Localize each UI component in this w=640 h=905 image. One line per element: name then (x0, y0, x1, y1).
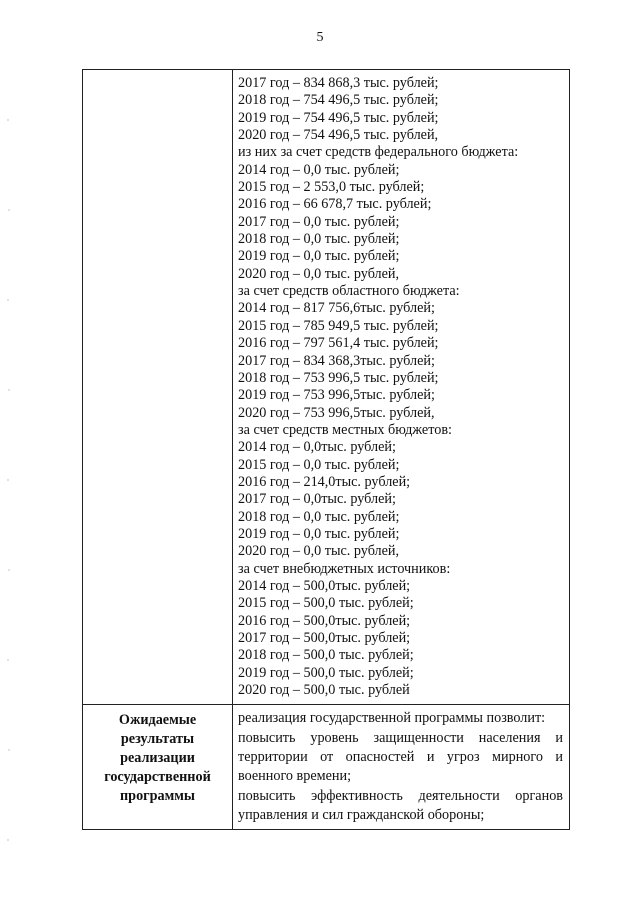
funding-line: 2020 год – 753 996,5тыс. рублей, (238, 404, 435, 421)
results-list (233, 705, 569, 829)
funding-line: 2014 год – 0,0 тыс. рублей; (238, 161, 400, 178)
funding-line: 2014 год – 500,0тыс. рублей; (238, 577, 411, 594)
funding-line: 2020 год – 0,0 тыс. рублей, (238, 265, 400, 282)
funding-line: 2019 год – 0,0 тыс. рублей; (238, 525, 400, 542)
funding-line: 2016 год – 500,0тыс. рублей; (238, 612, 411, 629)
funding-line: 2017 год – 0,0тыс. рублей; (238, 491, 396, 508)
funding-line: 2015 год – 0,0 тыс. рублей; (238, 456, 400, 473)
funding-line: 2019 год – 753 996,5тыс. рублей; (238, 387, 435, 404)
funding-cell (233, 70, 570, 705)
funding-line: 2017 год – 834 868,3 тыс. рублей; (238, 75, 439, 91)
funding-line: 2020 год – 0,0 тыс. рублей, (238, 543, 400, 560)
funding-line: за счет внебюджетных источников: (238, 560, 451, 577)
funding-line: 2017 год – 500,0тыс. рублей; (238, 630, 411, 646)
funding-line: 2014 год – 817 756,6тыс. рублей; (238, 300, 435, 317)
funding-line: за счет средств областного бюджета: (238, 283, 460, 300)
table-row-funding (83, 70, 570, 705)
funding-line: из них за счет средств федерального бюджета: (238, 144, 519, 161)
funding-line: 2019 год – 754 496,5 тыс. рублей; (238, 109, 439, 126)
funding-line: 2018 год – 754 496,5 тыс. рублей; (238, 92, 439, 109)
left-margin-marks (5, 0, 15, 905)
page-number: 5 (316, 30, 324, 45)
funding-line: 2016 год – 66 678,7 тыс. рублей; (238, 196, 432, 213)
results-cell (233, 705, 570, 830)
funding-line: 2017 год – 0,0 тыс. рублей; (238, 213, 400, 230)
funding-line: 2018 год – 500,0 тыс. рублей; (238, 647, 414, 664)
funding-line: 2016 год – 214,0тыс. рублей; (238, 473, 411, 490)
funding-line: 2015 год – 2 553,0 тыс. рублей; (238, 179, 425, 196)
funding-line: 2020 год – 754 496,5 тыс. рублей, (238, 127, 439, 144)
results-item: реализация государственной программы позволит: (238, 710, 546, 727)
funding-line: 2017 год – 834 368,3тыс. рублей; (238, 352, 435, 369)
funding-line: 2015 год – 785 949,5 тыс. рублей; (238, 317, 439, 334)
funding-line: 2018 год – 753 996,5 тыс. рублей; (238, 369, 439, 386)
funding-line: 2019 год – 0,0 тыс. рублей; (238, 248, 400, 265)
table-row-results (83, 705, 570, 830)
funding-line: 2020 год – 500,0 тыс. рублей (238, 682, 410, 699)
funding-line: 2014 год – 0,0тыс. рублей; (238, 439, 396, 456)
results-heading-cell (83, 705, 233, 830)
results-item: повысить уровень защищенности населения и территории от опасностей и угроз мирного и военного времени; (238, 730, 563, 785)
funding-line: 2019 год – 500,0 тыс. рублей; (238, 664, 414, 681)
funding-list (233, 70, 569, 704)
funding-line: 2016 год – 797 561,4 тыс. рублей; (238, 335, 439, 352)
funding-label-cell (83, 70, 233, 705)
results-heading: Ожидаемые результаты реализации государственной программы (104, 712, 211, 805)
funding-line: 2018 год – 0,0 тыс. рублей; (238, 508, 400, 525)
funding-line: за счет средств местных бюджетов: (238, 421, 452, 438)
funding-line: 2015 год – 500,0 тыс. рублей; (238, 595, 414, 612)
results-item: повысить эффективность деятельности органов управления и сил гражданской обороны; (238, 788, 563, 824)
program-passport-table (82, 69, 570, 830)
funding-line: 2018 год – 0,0 тыс. рублей; (238, 231, 400, 248)
